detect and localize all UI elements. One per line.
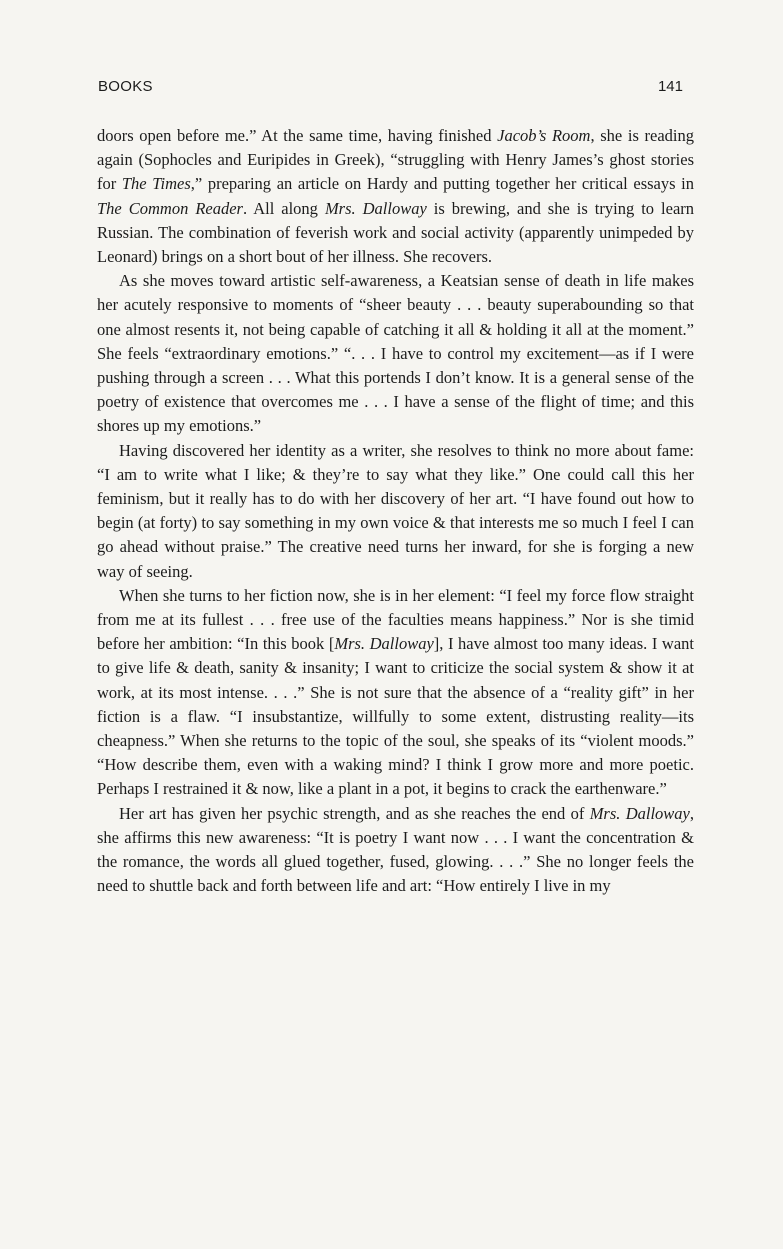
running-head xyxy=(98,78,683,98)
italic-title: The Common Reader xyxy=(97,198,243,218)
text-run: When she turns to her fiction now, she is in her element: “I feel my force flow straight from me at its fullest . . . free use of the faculties means happiness.” Nor is she timid before her ambition: “In this book [ xyxy=(97,585,694,654)
paragraph xyxy=(97,269,694,438)
text-run: . All along xyxy=(242,198,325,218)
text-run: Having discovered her identity as a writer, she resolves to think no more about fame: “I am to write what I like; & they’re to say what they like.” One could call this her feminism, but it really has to do with her discovery of her art. “I have found out how to begin (at forty) to say something in my own voice & that interests me so much I feel I can go ahead without praise.” The creative need turns her inward, for she is forging a new way of seeing. xyxy=(97,440,694,581)
text-run: As she moves toward artistic self-awareness, a Keatsian sense of death in life makes her acutely responsive to moments of “sheer beauty . . . beauty superabounding so that one almost resents it, not being capable of catching it all & holding it all at the moment.” She feels “extraordinary emotions.” “. . . I have to control my excitement—as if I were pushing through a screen . . . What this portends I don’t know. It is a general sense of the poetry of existence that overcomes me . . . I have a sense of the flight of time; and this shores up my emotions.” xyxy=(97,271,694,436)
text-run: , she is reading again (Sophocles and Euripides in Greek), “struggling with Henry James’s ghost stories for xyxy=(97,126,694,194)
page-number: 141 xyxy=(657,78,683,95)
italic-title: Mrs. Dalloway xyxy=(334,634,434,654)
italic-title: Jacob’s Room xyxy=(497,126,591,145)
text-run: ], I have almost too many ideas. I want to give life & death, sanity & insanity; I want to criticize the social system & show it at work, at its most intense. . . .” She is not sure that the absence of a “reality gift” in her fiction is a flaw. “I insubstantize, willfully to some extent, distrusting reality—its cheapness.” When she returns to the topic of the soul, she speaks of its “violent moods.” “How describe them, even with a waking mind? I think I grow more and more poetic. Perhaps I restrained it & now, like a plant in a pot, it begins to crack the earthenware.” xyxy=(97,634,694,799)
paragraph xyxy=(97,439,694,584)
text-run: doors open before me.” At the same time, having finished xyxy=(97,126,498,145)
section-title: BOOKS xyxy=(98,78,153,95)
text-run: ,” preparing an article on Hardy and putting together her critical essays in xyxy=(190,174,694,194)
paragraph xyxy=(97,584,694,802)
italic-title: The Times xyxy=(121,174,191,194)
paragraph xyxy=(97,802,694,899)
text-run: , she affirms this new awareness: “It is poetry I want now . . . I want the concentration & the romance, the words all glued together, fused, glowing. . . .” She no longer feels the need to shuttle back and forth between life and art: “How entirely I live in my xyxy=(97,803,695,896)
italic-title: Mrs. Dalloway xyxy=(324,198,427,218)
text-run: is brewing, and she is trying to learn Russian. The combination of feverish work and social activity (apparently unimpeded by Leonard) brings on a short bout of her illness. She recovers. xyxy=(97,198,695,267)
paragraph xyxy=(97,124,694,269)
text-run: Her art has given her psychic strength, and as she reaches the end of xyxy=(119,803,590,823)
body-text xyxy=(97,124,694,899)
italic-title: Mrs. Dalloway xyxy=(589,803,690,823)
